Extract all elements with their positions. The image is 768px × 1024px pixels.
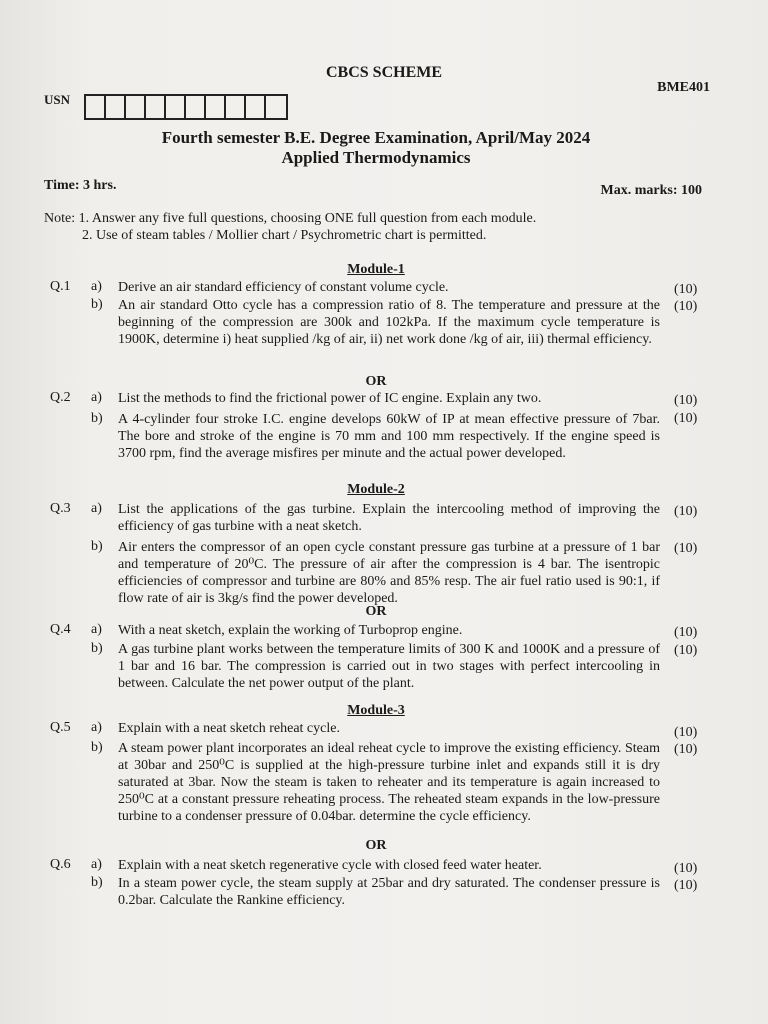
module-heading: Module-2 (347, 482, 405, 497)
question-text: Derive an air standard efficiency of constant volume cycle. (118, 280, 449, 295)
question-text: A gas turbine plant works between the temperature limits of 300 K and 1000K and a pressure of 1 bar and 16 bar. The compression is carried out in two stages with perfect intercooling in between. Calculate the net power output of the plant. (118, 642, 660, 691)
part-label: b) (91, 411, 103, 426)
max-marks: Max. marks: 100 (600, 183, 702, 198)
part-label: b) (91, 740, 103, 755)
part-label: a) (91, 622, 102, 637)
marks: (10) (674, 504, 698, 519)
course-code: BME401 (657, 80, 710, 95)
marks: (10) (674, 625, 698, 640)
question-text: An air standard Otto cycle has a compression ratio of 8. The temperature and pressure at the beginning of the compression are 300k and 102kPa. If the maximum cycle temperature is 1900K, determine i) heat supplied /kg of air, ii) net work done /kg of air, iii) thermal efficiency. (118, 298, 660, 347)
part-label: b) (91, 539, 103, 554)
part-label: a) (91, 857, 102, 872)
marks: (10) (674, 541, 698, 556)
question-text: Air enters the compressor of an open cycle constant pressure gas turbine at a pressure of 1 bar and temperature of 20⁰C. The pressure of air after the compression is 4 bar. The isentropic efficiencies of compressor and turbine are 80% and 85% resp. The air fuel ratio used is 90:1, if flow rate of air is 3kg/s find the power developed. (118, 540, 660, 606)
part-label: a) (91, 720, 102, 735)
usn-box (166, 96, 186, 118)
question-number: Q.1 (50, 279, 71, 294)
usn-box (146, 96, 166, 118)
part-label: b) (91, 875, 103, 890)
marks: (10) (674, 282, 698, 297)
note-line-2: 2. Use of steam tables / Mollier chart / Psychrometric chart is permitted. (82, 228, 487, 243)
usn-box (246, 96, 266, 118)
part-label: b) (91, 641, 103, 656)
or-divider: OR (365, 838, 387, 853)
exam-title: Fourth semester B.E. Degree Examination, April/May 2024 (161, 128, 591, 147)
question-text: With a neat sketch, explain the working of Turboprop engine. (118, 623, 463, 638)
question-number: Q.4 (50, 622, 71, 637)
question-text: List the applications of the gas turbine. Explain the intercooling method of improving the efficiency of gas turbine with a neat sketch. (118, 502, 660, 534)
instructions-note (44, 210, 536, 244)
question-text: A 4-cylinder four stroke I.C. engine develops 60kW of IP at mean effective pressure of 7bar. The bore and stroke of the engine is 70 mm and 100 mm respectively. If the engine speed is 3700 rpm, find the average misfires per minute and the actual power developed. (118, 412, 660, 461)
question-number: Q.3 (50, 501, 71, 516)
usn-boxes (84, 94, 288, 120)
marks: (10) (674, 393, 698, 408)
part-label: a) (91, 279, 102, 294)
marks: (10) (674, 742, 698, 757)
usn-label: USN (44, 92, 71, 107)
part-label: b) (91, 297, 103, 312)
marks: (10) (674, 299, 698, 314)
part-label: a) (91, 390, 102, 405)
marks: (10) (674, 411, 698, 426)
or-divider: OR (365, 374, 387, 389)
marks: (10) (674, 878, 698, 893)
question-number: Q.6 (50, 857, 71, 872)
usn-box (226, 96, 246, 118)
question-text: List the methods to find the frictional power of IC engine. Explain any two. (118, 391, 542, 406)
question-text: In a steam power cycle, the steam supply at 25bar and dry saturated. The condenser pressure is 0.2bar. Calculate the Rankine efficiency. (118, 876, 660, 908)
question-number: Q.2 (50, 390, 71, 405)
marks: (10) (674, 725, 698, 740)
usn-box (206, 96, 226, 118)
usn-box (86, 96, 106, 118)
time-allowed: Time: 3 hrs. (44, 178, 117, 193)
subject-title: Applied Thermodynamics (281, 148, 471, 167)
note-line-1: Note: 1. Answer any five full questions, choosing ONE full question from each module. (44, 211, 537, 226)
usn-box (266, 96, 286, 118)
or-divider: OR (365, 604, 387, 619)
marks: (10) (674, 861, 698, 876)
module-heading: Module-3 (347, 703, 405, 718)
question-text: A steam power plant incorporates an ideal reheat cycle to improve the existing efficiency. Steam at 30bar and 250⁰C is supplied at the high-pressure turbine inlet and expands still it is dry saturated at 3bar. Now the steam is taken to reheater and its temperature is again increased to 250⁰C at a constant pressure reheating process. The reheated steam expands in the low-pressure turbine to a condenser pressure of 0.04bar. determine the cycle efficiency. (118, 741, 660, 824)
usn-box (106, 96, 126, 118)
question-text: Explain with a neat sketch reheat cycle. (118, 721, 340, 736)
question-number: Q.5 (50, 720, 71, 735)
question-text: Explain with a neat sketch regenerative cycle with closed feed water heater. (118, 858, 542, 873)
module-heading: Module-1 (347, 262, 405, 277)
usn-box (126, 96, 146, 118)
usn-box (186, 96, 206, 118)
marks: (10) (674, 643, 698, 658)
scheme-title: CBCS SCHEME (325, 64, 443, 81)
part-label: a) (91, 501, 102, 516)
